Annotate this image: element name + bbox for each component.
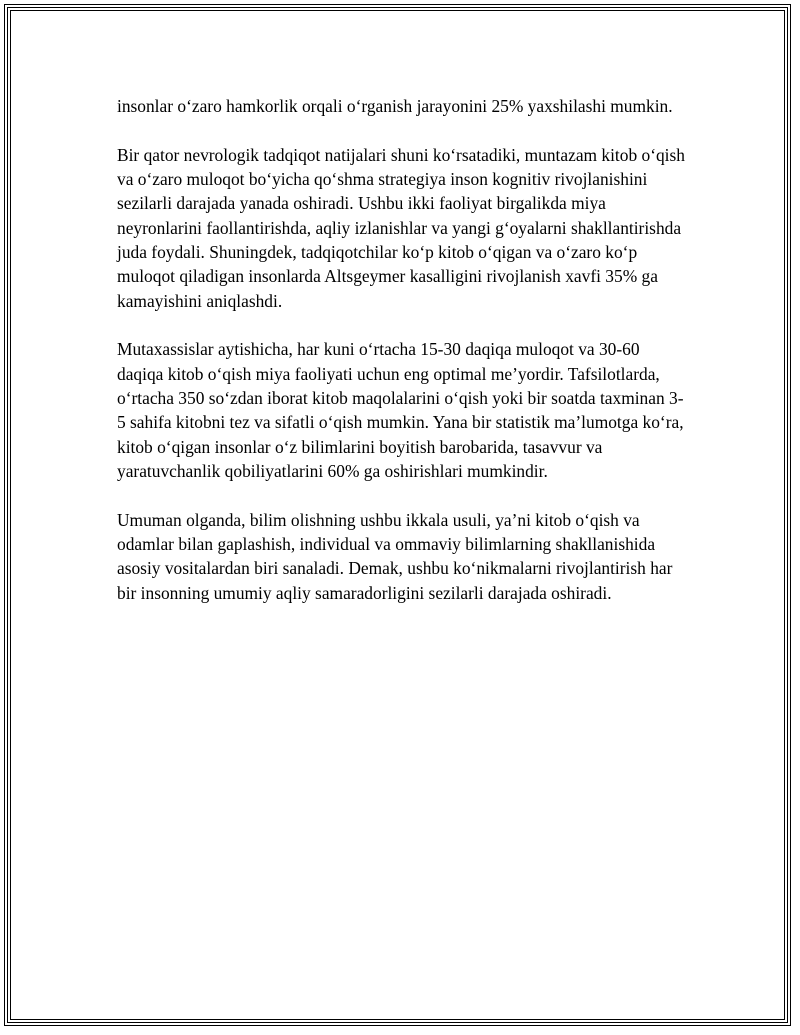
paragraph-4: Umuman olganda, bilim olishning ushbu ikkala usuli, ya’ni kitob o‘qish va odamlar bilan gaplashish, individual va ommaviy bilimlarning shakllanishida asosiy vositalardan biri sanaladi. Demak, ushbu ko‘nikmalarni rivojlantirish har bir insonning umumiy aqliy samaradorligini sezilarli darajada oshiradi. (117, 509, 673, 603)
paragraph-1: insonlar o‘zaro hamkorlik orqali o‘rganish jarayonini 25% yaxshilashi mumkin. (117, 96, 673, 116)
paragraph-2: Bir qator nevrologik tadqiqot natijalari shuni ko‘rsatadiki, muntazam kitob o‘qish va o‘zaro muloqot bo‘yicha qo‘shma strategiya inson kognitiv rivojlanishini sezilarli darajada yanada oshiradi. Ushbu ikki faoliyat birgalikda miya neyronlarini faollantirishda, aqliy izlanishlar va yangi g‘oyalarni shakllantirishda juda foydali. Shuningdek, tadqiqotchilar ko‘p kitob o‘qigan va o‘zaro ko‘p muloqot qiladigan insonlarda Altsgeymer kasalligini rivojlanish xavfi 35% ga kamayishini aniqlashdi. (117, 144, 685, 311)
paragraph-3: Mutaxassislar aytishicha, har kuni o‘rtacha 15-30 daqiqa muloqot va 30-60 daqiqa kitob o‘qish miya faoliyati uchun eng optimal me’yordir. Tafsilotlarda, o‘rtacha 350 so‘zdan iborat kitob maqolalarini o‘qish yoki bir soatda taxminan 3-5 sahifa kitobni tez va sifatli o‘qish mumkin. Yana bir statistik ma’lumotga ko‘ra, kitob o‘qigan insonlar o‘z bilimlarini boyitish barobarida, tasavvur va yaratuvchanlik qobiliyatlarini 60% ga oshirishlari mumkindir. (117, 339, 684, 481)
document-body (117, 94, 689, 629)
